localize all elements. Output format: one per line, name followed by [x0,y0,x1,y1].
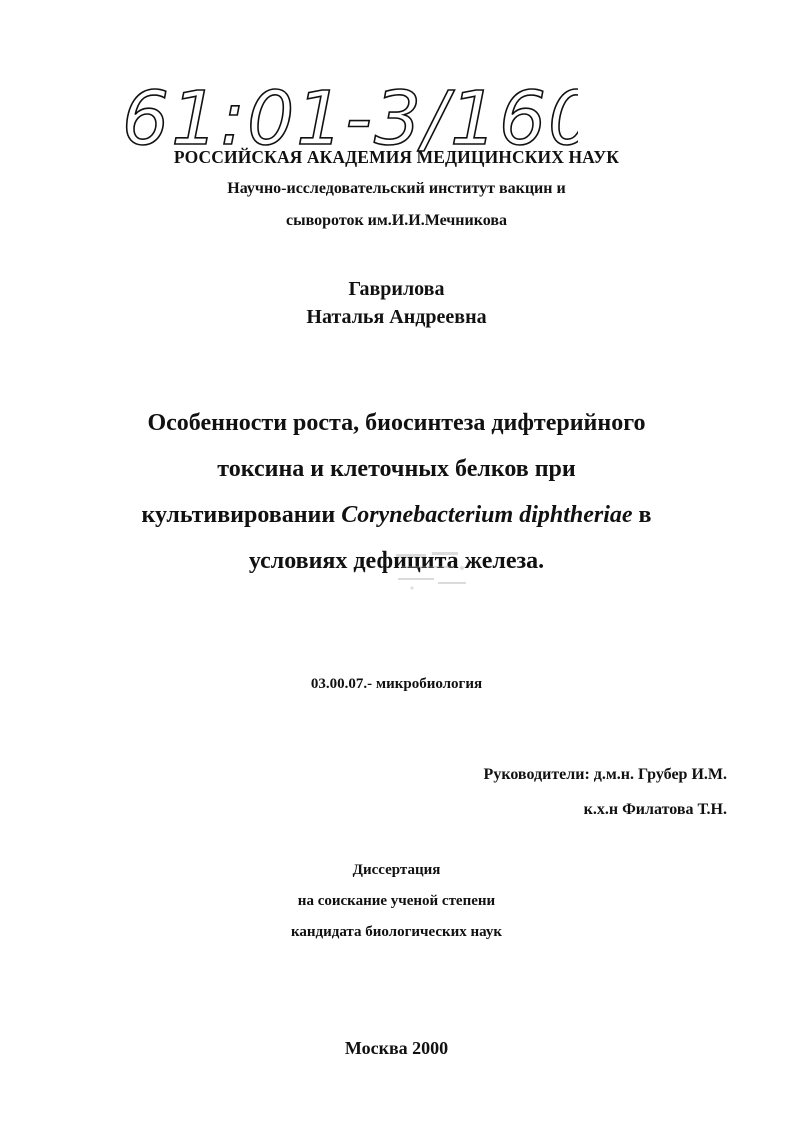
institute-name-line-2: сывороток им.И.И.Мечникова [286,212,507,229]
faint-stamp-mark [392,548,476,596]
title-line-3-suffix: в [632,502,652,528]
title-species-name: Corynebacterium diphtheriae [341,502,633,528]
thesis-title-line-3 [0,502,793,529]
thesis-title-line-1: Особенности роста, биосинтеза дифтерийного [147,410,646,436]
degree-purpose: на соискание ученой степени [297,893,496,909]
thesis-title-line-2: токсина и клеточных белков при [217,456,576,482]
author-surname: Гаврилова [348,278,445,300]
thesis-title-line-4: условиях дефицита железа. [248,548,545,574]
title-line-3-prefix: культивировании [141,502,342,528]
degree-type: Диссертация [352,862,441,878]
institute-name-line-1: Научно-исследовательский институт вакцин и [227,180,566,197]
organization-name: РОССИЙСКАЯ АКАДЕМИЯ МЕДИЦИНСКИХ НАУК [173,147,620,167]
supervisor-line-1: Руководители: д.м.н. Грубер И.М. [483,766,727,783]
degree-field: кандидата биологических наук [290,924,503,940]
author-given-names: Наталья Андреевна [306,306,487,328]
city-year: Москва 2000 [344,1038,449,1058]
specialty-code: 03.00.07.- микробиология [310,676,483,692]
handwritten-code-text: 61:01-3/16 [122,76,549,160]
supervisor-line-2: к.х.н Филатова Т.Н. [583,801,727,818]
